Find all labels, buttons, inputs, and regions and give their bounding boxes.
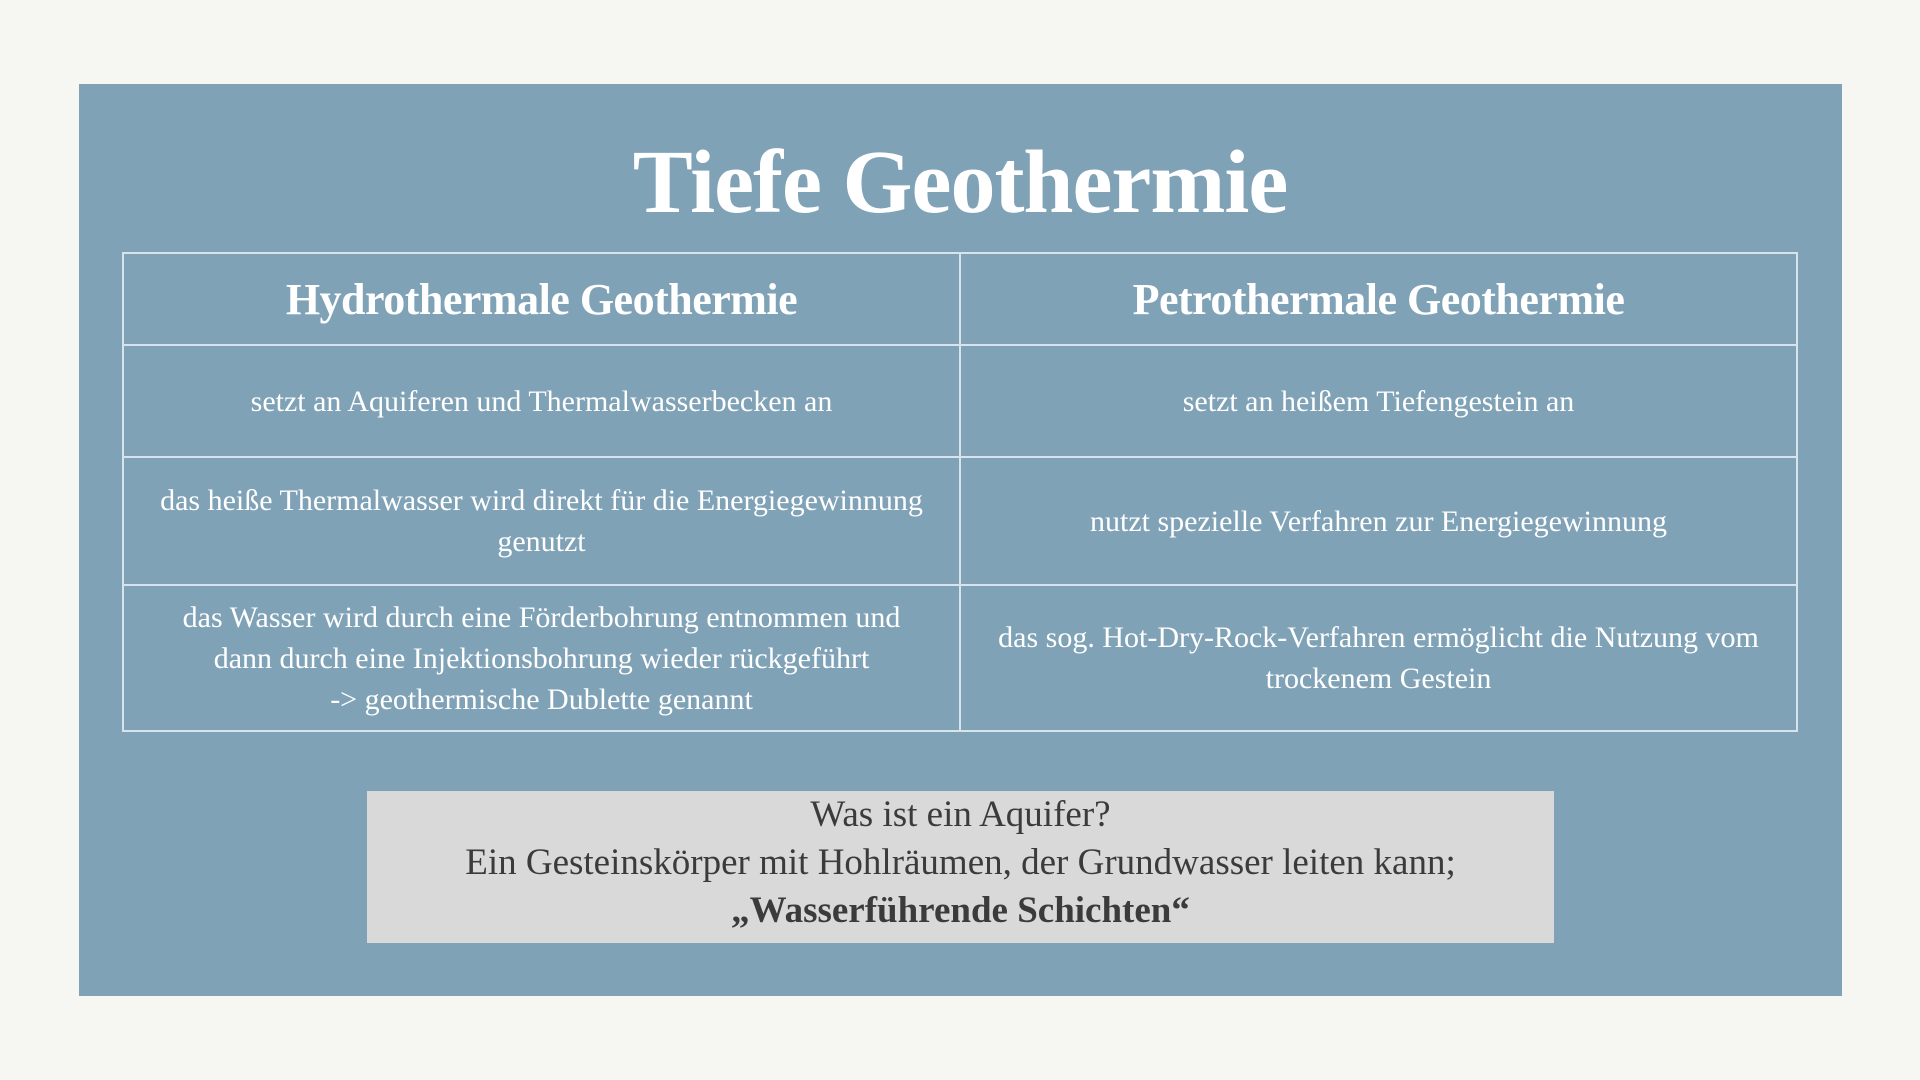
cell-line: genutzt	[497, 525, 586, 558]
cell-line: das heiße Thermalwasser wird direkt für die Energiegewinnung	[160, 484, 923, 517]
header-petrothermal: Petrothermale Geothermie	[960, 253, 1797, 345]
info-term: „Wasserführende Schichten“	[731, 890, 1190, 931]
cell-line: nutzt spezielle Verfahren zur Energiegewinnung	[1089, 504, 1667, 538]
cell-line: das sog. Hot-Dry-Rock-Verfahren ermöglicht die Nutzung vom	[998, 621, 1759, 654]
info-question: Was ist ein Aquifer?	[810, 794, 1111, 835]
hydro-cell	[123, 457, 960, 585]
cell-line: setzt an heißem Tiefengestein an	[1182, 384, 1575, 418]
table-row	[123, 345, 1797, 457]
hydro-cell	[123, 585, 960, 731]
cell-line: das Wasser wird durch eine Förderbohrung entnommen und	[182, 600, 901, 634]
table-row	[123, 457, 1797, 585]
comparison-table	[122, 252, 1798, 732]
header-hydrothermal: Hydrothermale Geothermie	[123, 253, 960, 345]
cell-line: dann durch eine Injektionsbohrung wieder rückgeführt	[213, 641, 870, 675]
cell-line: trockenem Gestein	[1265, 662, 1492, 695]
cell-line: setzt an Aquiferen und Thermalwasserbecken an	[250, 384, 833, 418]
table-row	[123, 585, 1797, 731]
petro-cell	[960, 345, 1797, 457]
hydro-cell	[123, 345, 960, 457]
table-header-row	[123, 253, 1797, 345]
cell-line: -> geothermische Dublette genannt	[330, 682, 753, 716]
slide-title: Tiefe Geothermie	[632, 133, 1288, 232]
petro-cell	[960, 585, 1797, 731]
petro-cell	[960, 457, 1797, 585]
aquifer-info-box	[367, 791, 1554, 943]
info-answer: Ein Gesteinskörper mit Hohlräumen, der Grundwasser leiten kann;	[465, 842, 1456, 883]
